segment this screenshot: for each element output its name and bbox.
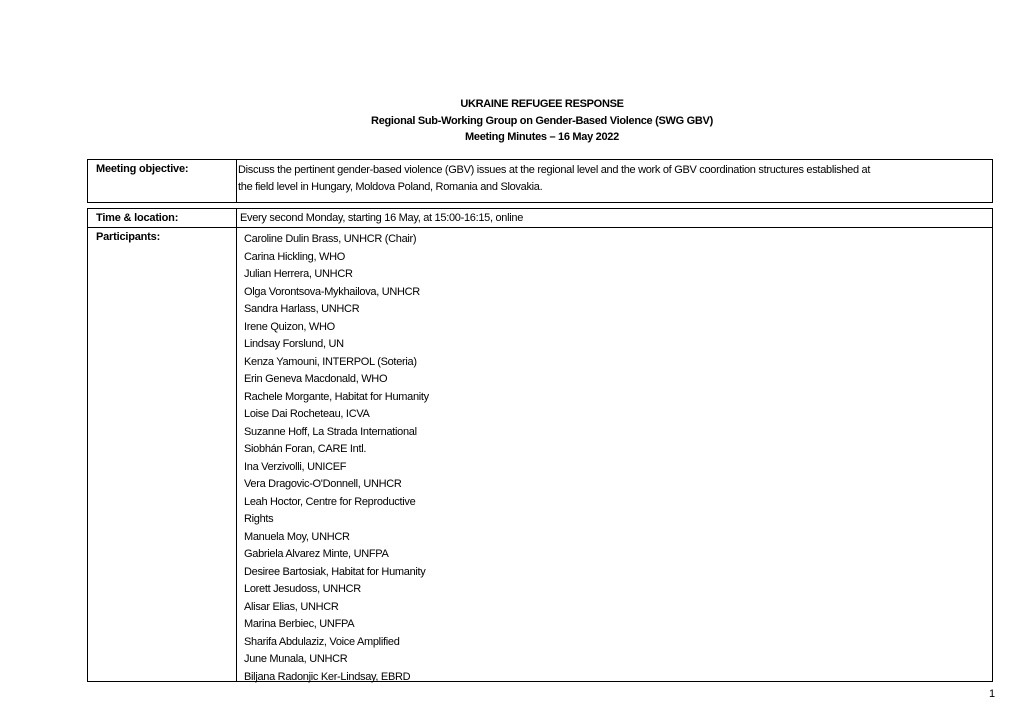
header-subtitle: Regional Sub-Working Group on Gender-Based Violence (SWG GBV)	[371, 114, 713, 127]
participant-item: Carina Hickling, WHO	[244, 250, 345, 263]
document-header	[0, 96, 1024, 146]
objective-row	[87, 159, 993, 203]
participant-list	[238, 228, 992, 686]
participant-item: Erin Geneva Macdonald, WHO	[244, 373, 388, 385]
page-number: 1	[989, 688, 996, 700]
time-location-label: Time & location:	[88, 209, 237, 227]
objective-line-1: Discuss the pertinent gender-based violence (GBV) issues at the regional level and the work of GBV coordination structures established at	[238, 164, 871, 176]
participant-item: Siobhán Foran, CARE Intl.	[244, 443, 367, 455]
participant-item: Olga Vorontsova-Mykhailova, UNHCR	[244, 285, 420, 298]
participant-item: Suzanne Hoff, La Strada International	[244, 425, 417, 438]
participant-item: Julian Herrera, UNHCR	[244, 268, 353, 280]
objective-text	[238, 160, 992, 202]
objective-label: Meeting objective:	[88, 160, 237, 202]
participants-row	[87, 227, 993, 682]
participant-item: Kenza Yamouni, INTERPOL (Soteria)	[244, 355, 417, 368]
participant-item: Gabriela Alvarez Minte, UNFPA	[244, 548, 389, 560]
participant-item: Ina Verzivolli, UNICEF	[244, 460, 347, 473]
participant-item: Loise Dai Rocheteau, ICVA	[244, 408, 370, 420]
participant-item: Rachele Morgante, Habitat for Humanity	[244, 390, 429, 403]
header-title: UKRAINE REFUGEE RESPONSE	[460, 98, 624, 110]
participant-item: Biljana Radonjic Ker-Lindsay, EBRD	[244, 670, 411, 683]
participant-item: Manuela Moy, UNHCR	[244, 530, 350, 543]
participant-item: Desiree Bartosiak, Habitat for Humanity	[244, 565, 426, 578]
participant-item: Caroline Dulin Brass, UNHCR (Chair)	[244, 233, 417, 245]
time-location-value: Every second Monday, starting 16 May, at 15:00-16:15, online	[240, 212, 524, 224]
participant-item: Rights	[244, 513, 274, 525]
participant-item: Marina Berbiec, UNFPA	[244, 618, 355, 630]
participant-item: Sandra Harlass, UNHCR	[244, 303, 360, 315]
participant-item: Sharifa Abdulaziz, Voice Amplified	[244, 635, 400, 648]
participant-item: Vera Dragovic-O'Donnell, UNHCR	[244, 478, 402, 490]
participant-item: June Munala, UNHCR	[244, 653, 348, 665]
participants-label: Participants:	[88, 228, 237, 681]
participant-item: Lindsay Forslund, UN	[244, 338, 344, 350]
participant-item: Lorett Jesudoss, UNHCR	[244, 583, 361, 595]
participants-cell	[238, 228, 992, 681]
objective-line-2: the field level in Hungary, Moldova Poland, Romania and Slovakia.	[238, 180, 543, 193]
participant-item: Leah Hoctor, Centre for Reproductive	[244, 495, 416, 508]
participant-item: Irene Quizon, WHO	[244, 320, 335, 333]
time-location-row	[87, 208, 993, 228]
participant-item: Alisar Elias, UNHCR	[244, 600, 339, 613]
header-meeting-date: Meeting Minutes – 16 May 2022	[465, 131, 619, 143]
